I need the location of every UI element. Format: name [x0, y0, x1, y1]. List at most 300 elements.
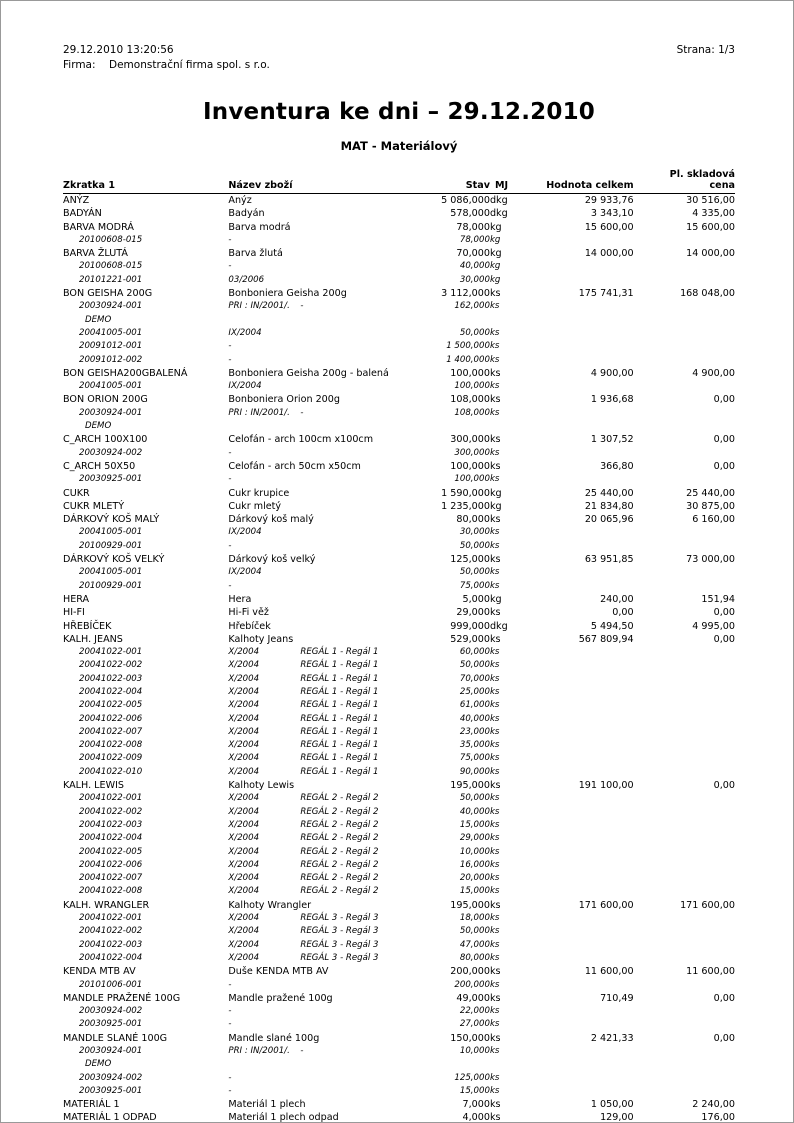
table-row — [63, 500, 735, 513]
table-subrow — [63, 526, 735, 539]
cell-mj: ks — [489, 979, 500, 990]
cell-stav: 16,000 — [459, 859, 490, 870]
cell-mj: kg — [489, 221, 502, 233]
cell-batch-label: X/2004 — [228, 859, 260, 870]
cell-location: REGÁL 1 - Regál 1 — [300, 673, 379, 684]
cell-stav: 125,000 — [450, 554, 490, 566]
cell-stav: 49,000 — [456, 992, 490, 1004]
cell-stav: 162,000 — [454, 301, 490, 312]
cell-nazev: Kalhoty Wrangler — [228, 899, 312, 911]
cell-stav: 23,000 — [459, 726, 490, 737]
cell-mj: ks — [489, 367, 501, 379]
cell-zkratka: MATERIÁL 1 ODPAD — [63, 1112, 157, 1123]
table-subrow — [63, 752, 735, 765]
cell-batch-detail — [228, 380, 409, 393]
cell-mj: ks — [489, 806, 500, 817]
cell-zkratka: ANÝZ — [63, 195, 90, 206]
cell-cena — [634, 327, 735, 340]
cell-mj: ks — [489, 607, 501, 619]
cell-nazev: Anýz — [228, 195, 252, 206]
cell-batch-code: 20041022-004 — [79, 952, 143, 963]
cell-nazev: Mandle pražené 100g — [228, 992, 333, 1004]
table-subrow — [63, 420, 735, 433]
cell-nazev: Celofán - arch 100cm x100cm — [228, 434, 374, 446]
cell-batch-code: 20041022-006 — [79, 713, 143, 724]
table-subrow — [63, 979, 735, 992]
cell-batch-code: 20101006-001 — [79, 979, 143, 990]
cell-cena — [634, 646, 735, 659]
cell-mj: ks — [489, 846, 500, 857]
cell-hodnota: 5 494,50 — [590, 620, 634, 632]
cell-batch-label: X/2004 — [228, 753, 260, 764]
cell-stav: 100,000 — [454, 381, 490, 392]
cell-batch-label: IX/2004 — [228, 381, 262, 392]
cell-batch-detail — [228, 766, 409, 779]
cell-batch-label: - — [228, 1019, 232, 1030]
cell-hodnota — [525, 300, 634, 313]
cell-location: REGÁL 1 - Regál 1 — [300, 713, 379, 724]
cell-batch-label: X/2004 — [228, 766, 260, 777]
cell-hodnota — [525, 846, 634, 859]
cell-batch-detail — [228, 314, 409, 327]
cell-batch-label: X/2004 — [228, 713, 260, 724]
cell-mj — [490, 420, 525, 433]
cell-batch-detail — [228, 1085, 409, 1098]
cell-batch-label: - — [228, 234, 232, 245]
cell-hodnota: 2 421,33 — [590, 1032, 634, 1044]
table-row — [63, 1032, 735, 1045]
cell-batch-code: 20041022-004 — [79, 833, 143, 844]
cell-location: REGÁL 2 - Regál 2 — [300, 793, 379, 804]
cell-mj: ks — [489, 580, 500, 591]
cell-stav: 78,000 — [456, 221, 490, 233]
cell-cena — [634, 260, 735, 273]
cell-stav: 195,000 — [450, 780, 490, 792]
cell-cena — [634, 806, 735, 819]
cell-stav: 100,000 — [450, 460, 490, 472]
table-subrow — [63, 925, 735, 938]
firm-label: Firma: — [63, 59, 96, 71]
table-subrow — [63, 300, 735, 313]
cell-zkratka: BON GEISHA 200G — [63, 288, 153, 300]
cell-stav: 80,000 — [456, 514, 490, 526]
cell-mj: ks — [489, 354, 500, 365]
cell-location: REGÁL 3 - Regál 3 — [300, 939, 379, 950]
table-subrow — [63, 885, 735, 898]
cell-batch-label: PRI : IN/2001/. — [228, 1046, 290, 1056]
cell-cena: 0,00 — [713, 394, 735, 406]
cell-mj: kg — [489, 234, 501, 245]
cell-cena — [634, 739, 735, 752]
cell-cena: 15 600,00 — [686, 221, 735, 233]
cell-hodnota — [525, 819, 634, 832]
cell-cena — [634, 354, 735, 367]
cell-batch-label: - — [228, 1085, 232, 1096]
cell-cena — [634, 819, 735, 832]
cell-cena — [634, 407, 735, 420]
table-row — [63, 221, 735, 234]
cell-stav: 195,000 — [450, 899, 490, 911]
cell-batch-detail — [228, 872, 409, 885]
cell-hodnota: 710,49 — [600, 992, 634, 1004]
cell-stav: 108,000 — [450, 394, 490, 406]
table-row — [63, 992, 735, 1005]
cell-batch-label: - — [228, 447, 232, 458]
table-subrow — [63, 1045, 735, 1058]
table-subrow — [63, 566, 735, 579]
cell-batch-code: 20030925-001 — [79, 474, 143, 485]
cell-mj: ks — [489, 567, 500, 578]
cell-stav: 578,000 — [450, 208, 490, 220]
cell-hodnota — [525, 872, 634, 885]
cell-nazev: Duše KENDA MTB AV — [228, 966, 329, 978]
cell-stav: 5 086,000 — [441, 195, 490, 206]
cell-mj: ks — [489, 713, 500, 724]
cell-batch-label: X/2004 — [228, 726, 260, 737]
cell-nazev: Badyán — [228, 208, 265, 220]
cell-hodnota: 1 936,68 — [590, 394, 634, 406]
cell-batch-code: 20041022-003 — [79, 939, 143, 950]
cell-mj: ks — [489, 1046, 500, 1056]
cell-mj: ks — [489, 527, 500, 538]
cell-cena: 0,00 — [713, 633, 735, 645]
cell-location: REGÁL 3 - Regál 3 — [300, 913, 379, 924]
column-header-cena — [634, 169, 735, 194]
cell-batch-detail — [228, 979, 409, 992]
cell-nazev: Kalhoty Lewis — [228, 780, 295, 792]
cell-location: REGÁL 1 - Regál 1 — [300, 740, 379, 751]
cell-hodnota — [525, 1005, 634, 1018]
cell-hodnota — [525, 792, 634, 805]
cell-zkratka: C_ARCH 50X50 — [63, 460, 136, 472]
cell-zkratka: BARVA MODRÁ — [63, 221, 134, 233]
cell-batch-detail — [228, 566, 409, 579]
cell-batch-label: - — [228, 474, 232, 485]
cell-location: - — [300, 1046, 304, 1056]
cell-zkratka: CUKR MLETÝ — [63, 500, 125, 512]
cell-cena — [634, 925, 735, 938]
cell-mj: kg — [489, 487, 502, 499]
cell-batch-code: 20030924-001 — [79, 407, 143, 418]
report-meta — [63, 43, 735, 58]
cell-hodnota: 29 933,76 — [584, 195, 634, 206]
table-subrow — [63, 806, 735, 819]
cell-hodnota — [525, 566, 634, 579]
cell-cena — [634, 1058, 735, 1071]
column-header-hodnota: Hodnota celkem — [525, 169, 634, 194]
cell-mj: ks — [489, 1112, 501, 1123]
cell-batch-detail — [228, 713, 409, 726]
cell-stav: 25,000 — [459, 686, 490, 697]
cell-batch-label: X/2004 — [228, 939, 260, 950]
cell-cena — [634, 713, 735, 726]
table-subrow — [63, 686, 735, 699]
cell-cena — [634, 1018, 735, 1031]
cell-batch-detail — [228, 912, 409, 925]
cell-batch-label: X/2004 — [228, 926, 260, 937]
table-subrow — [63, 1085, 735, 1098]
cell-location: REGÁL 1 - Regál 1 — [300, 660, 379, 671]
cell-cena: 0,00 — [713, 780, 735, 792]
cell-cena: 171 600,00 — [680, 899, 735, 911]
cell-mj: ks — [489, 952, 500, 963]
cell-batch-label: - — [228, 1072, 232, 1083]
cell-mj: ks — [489, 1006, 500, 1017]
cell-stav: 50,000 — [459, 567, 490, 578]
cell-batch-detail — [228, 859, 409, 872]
table-subrow — [63, 859, 735, 872]
cell-nazev: Dárkový koš velký — [228, 554, 316, 566]
cell-cena — [634, 1072, 735, 1085]
cell-nazev: Kalhoty Jeans — [228, 633, 294, 645]
cell-hodnota — [525, 726, 634, 739]
cell-batch-code: 20041022-001 — [79, 647, 143, 658]
cell-batch-label: X/2004 — [228, 660, 260, 671]
table-row — [63, 965, 735, 978]
cell-mj: ks — [489, 1099, 501, 1111]
cell-cena: 4 900,00 — [692, 367, 735, 379]
cell-mj — [490, 314, 525, 327]
cell-batch-detail — [228, 752, 409, 765]
cell-mj: kg — [489, 261, 501, 272]
cell-mj: dkg — [489, 208, 508, 220]
cell-batch-detail — [228, 354, 409, 367]
column-header-mj: MJ — [490, 169, 525, 194]
cell-stav: 150,000 — [450, 1032, 490, 1044]
cell-cena: 0,00 — [713, 460, 735, 472]
table-subrow — [63, 314, 735, 327]
cell-batch-label: 03/2006 — [228, 274, 265, 285]
cell-cena — [634, 420, 735, 433]
cell-hodnota: 25 440,00 — [584, 487, 634, 499]
cell-cena: 0,00 — [713, 607, 735, 619]
column-header-zkratka: Zkratka 1 — [63, 169, 228, 194]
table-row — [63, 606, 735, 619]
cell-batch-detail — [228, 792, 409, 805]
cell-hodnota — [525, 1018, 634, 1031]
cell-zkratka: MATERIÁL 1 — [63, 1099, 120, 1111]
cell-batch-label: - — [228, 979, 232, 990]
cell-stav: 70,000 — [459, 673, 490, 684]
cell-stav: 61,000 — [459, 700, 490, 711]
cell-stav: 80,000 — [459, 952, 490, 963]
table-row — [63, 513, 735, 526]
report-content — [63, 43, 735, 1123]
table-subrow — [63, 659, 735, 672]
table-row — [63, 553, 735, 566]
cell-batch-detail — [228, 1058, 409, 1071]
cell-hodnota — [525, 686, 634, 699]
cell-batch-detail — [228, 726, 409, 739]
cell-mj: ks — [489, 407, 500, 418]
cell-location: REGÁL 3 - Regál 3 — [300, 952, 379, 963]
cell-cena — [634, 1045, 735, 1058]
table-subrow — [63, 912, 735, 925]
cell-batch-detail — [228, 673, 409, 686]
cell-cena — [634, 580, 735, 593]
cell-mj: dkg — [489, 195, 508, 206]
cell-cena — [634, 885, 735, 898]
table-row — [63, 487, 735, 500]
cell-stav: 75,000 — [459, 580, 490, 591]
cell-stav: 50,000 — [459, 926, 490, 937]
cell-mj: ks — [489, 793, 500, 804]
table-subrow — [63, 819, 735, 832]
table-subrow — [63, 380, 735, 393]
cell-stav: 1 500,000 — [446, 341, 490, 352]
cell-mj: ks — [489, 660, 500, 671]
cell-hodnota — [525, 473, 634, 486]
cell-cena — [634, 340, 735, 353]
cell-batch-label: X/2004 — [228, 913, 260, 924]
cell-batch-code: 20041022-002 — [79, 926, 143, 937]
cell-cena — [634, 526, 735, 539]
cell-cena — [634, 912, 735, 925]
cell-nazev: Hi-Fi věž — [228, 607, 269, 619]
cell-mj: kg — [489, 248, 502, 260]
cell-cena: 14 000,00 — [686, 248, 735, 260]
table-row — [63, 633, 735, 646]
cell-nazev: Materiál 1 plech odpad — [228, 1112, 339, 1123]
cell-cena: 0,00 — [713, 434, 735, 446]
table-subrow — [63, 832, 735, 845]
cell-location: REGÁL 2 - Regál 2 — [300, 859, 379, 870]
cell-batch-label: X/2004 — [228, 700, 260, 711]
cell-mj: ks — [489, 341, 500, 352]
cell-batch-detail — [228, 447, 409, 460]
cell-hodnota: 175 741,31 — [578, 288, 634, 300]
cell-hodnota — [525, 340, 634, 353]
cell-stav: 10,000 — [459, 846, 490, 857]
column-header-stav: Stav — [409, 169, 490, 194]
cell-batch-code: 20041022-006 — [79, 859, 143, 870]
cell-mj: ks — [489, 966, 501, 978]
cell-mj: ks — [489, 447, 500, 458]
inventory-table — [63, 169, 735, 1123]
cell-cena: 4 335,00 — [692, 208, 735, 220]
cell-mj: ks — [489, 288, 501, 300]
cell-cena — [634, 673, 735, 686]
cell-mj: ks — [489, 327, 500, 338]
cell-batch-detail — [228, 925, 409, 938]
cell-batch-code: 20041005-001 — [79, 381, 143, 392]
cell-batch-code: 20041005-001 — [79, 527, 143, 538]
table-row — [63, 1098, 735, 1111]
cell-mj: ks — [489, 766, 500, 777]
cell-mj: ks — [489, 939, 500, 950]
cell-nazev: Cukr krupice — [228, 487, 290, 499]
cell-batch-label: X/2004 — [228, 846, 260, 857]
cell-batch-detail — [228, 274, 409, 287]
cell-location: REGÁL 2 - Regál 2 — [300, 873, 379, 884]
table-subrow — [63, 580, 735, 593]
cell-stav: 29,000 — [456, 607, 490, 619]
cell-stav: 100,000 — [454, 474, 490, 485]
column-header-cena-line1: Pl. skladová — [669, 169, 735, 180]
cell-stav: 10,000 — [459, 1046, 490, 1056]
cell-stav: 4,000 — [462, 1112, 490, 1123]
cell-location: REGÁL 1 - Regál 1 — [300, 700, 379, 711]
cell-hodnota: 240,00 — [600, 593, 634, 605]
cell-cena — [634, 274, 735, 287]
table-subrow — [63, 1072, 735, 1085]
cell-batch-label: PRI : IN/2001/. — [228, 301, 290, 312]
page-title: Inventura ke dni – 29.12.2010 — [203, 99, 595, 125]
cell-mj: ks — [489, 913, 500, 924]
cell-hodnota — [525, 952, 634, 965]
cell-stav: 200,000 — [454, 979, 490, 990]
cell-hodnota: 14 000,00 — [584, 248, 634, 260]
cell-stav: 30,000 — [459, 274, 490, 285]
cell-hodnota — [525, 939, 634, 952]
cell-cena: 30 875,00 — [686, 500, 735, 512]
cell-cena: 168 048,00 — [680, 288, 735, 300]
cell-batch-label: - — [228, 341, 232, 352]
cell-location: REGÁL 1 - Regál 1 — [300, 647, 379, 658]
cell-stav: 1 235,000 — [441, 500, 490, 512]
cell-zkratka: DÁRKOVÝ KOŠ MALÝ — [63, 514, 160, 526]
cell-batch-code: 20041022-001 — [79, 913, 143, 924]
cell-hodnota — [525, 234, 634, 247]
table-row — [63, 287, 735, 300]
cell-stav: 7,000 — [462, 1099, 490, 1111]
cell-mj: ks — [489, 780, 501, 792]
cell-mj: ks — [489, 899, 501, 911]
cell-mj: ks — [489, 394, 501, 406]
cell-zkratka: HERA — [63, 593, 90, 605]
cell-batch-code: 20041022-005 — [79, 846, 143, 857]
cell-mj: ks — [489, 726, 500, 737]
cell-batch-detail — [228, 300, 409, 313]
table-subrow — [63, 447, 735, 460]
cell-nazev: Mandle slané 100g — [228, 1032, 320, 1044]
cell-batch-label: IX/2004 — [228, 327, 262, 338]
cell-stav: 78,000 — [459, 234, 490, 245]
cell-hodnota: 4 900,00 — [590, 367, 634, 379]
cell-hodnota — [525, 274, 634, 287]
cell-mj: ks — [489, 381, 500, 392]
cell-batch-label: X/2004 — [228, 740, 260, 751]
table-header — [63, 169, 735, 194]
cell-cena: 6 160,00 — [692, 514, 735, 526]
cell-mj: ks — [489, 819, 500, 830]
cell-hodnota: 20 065,96 — [584, 514, 634, 526]
cell-location: REGÁL 1 - Regál 1 — [300, 726, 379, 737]
cell-zkratka: KALH. WRANGLER — [63, 899, 150, 911]
cell-zkratka: C_ARCH 100X100 — [63, 434, 148, 446]
cell-zkratka: KALH. JEANS — [63, 633, 123, 645]
cell-stav: 40,000 — [459, 806, 490, 817]
cell-batch-detail — [228, 739, 409, 752]
cell-cena: 151,94 — [701, 593, 735, 605]
cell-batch-detail — [228, 885, 409, 898]
cell-mj: ks — [489, 926, 500, 937]
cell-stav: 108,000 — [454, 407, 490, 418]
cell-stav: 35,000 — [459, 740, 490, 751]
cell-stav: 529,000 — [450, 633, 490, 645]
cell-cena — [634, 859, 735, 872]
cell-batch-code: 20091012-002 — [79, 354, 143, 365]
cell-nazev: Materiál 1 plech — [228, 1099, 306, 1111]
cell-batch-detail — [228, 260, 409, 273]
table-subrow — [63, 646, 735, 659]
cell-hodnota — [525, 766, 634, 779]
cell-batch-detail — [228, 699, 409, 712]
cell-batch-detail — [228, 1045, 409, 1058]
cell-cena — [634, 1005, 735, 1018]
cell-stav: 3 112,000 — [441, 288, 490, 300]
cell-nazev: Hera — [228, 593, 252, 605]
